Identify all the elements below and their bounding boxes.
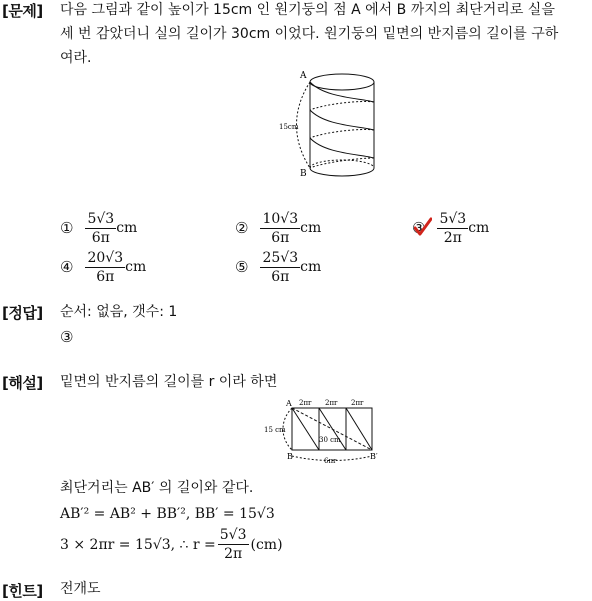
option-4-num: 20√3	[87, 249, 124, 266]
fig2-label-b-prime: B′	[370, 452, 378, 461]
problem-text	[60, 0, 590, 70]
option-5-num: 25√3	[262, 249, 299, 266]
option-2[interactable]	[235, 210, 321, 246]
fig2-label-b: B	[287, 452, 293, 461]
option-5-marker: ⑤	[235, 258, 249, 276]
option-4-den: 6π	[96, 268, 115, 285]
solution-line-3	[60, 526, 283, 563]
fig2-label-2pir-1: 2πr	[299, 399, 312, 407]
solution-r-den: 2π	[224, 546, 243, 562]
answer-tag: [정답]	[2, 304, 43, 322]
fig1-label-a: A	[300, 71, 307, 81]
solution-line-3-left: 3 × 2πr = 15√3, ∴ r =	[60, 536, 216, 553]
option-5-unit: cm	[300, 259, 322, 275]
option-1-den: 6π	[91, 229, 110, 246]
option-1-num: 5√3	[87, 210, 115, 227]
fig1-label-b: B	[300, 169, 307, 179]
solution-line-3-unit: (cm)	[250, 536, 283, 553]
option-3-marker: ③	[412, 219, 426, 237]
option-3-num: 5√3	[439, 210, 467, 227]
solution-r-num: 5√3	[219, 527, 247, 543]
option-2-marker: ②	[235, 219, 249, 237]
hint-tag: [힌트]	[2, 582, 43, 600]
option-4[interactable]	[60, 249, 146, 285]
fig2-label-a: A	[286, 399, 292, 408]
option-2-num: 10√3	[262, 210, 299, 227]
answer-meta: 순서: 없음, 갯수: 1	[60, 304, 178, 320]
problem-line-2: 세 번 감았더니 실의 길이가 30cm 이었다. 원기둥의 밑면의 반지름의 길이를 구하	[60, 26, 559, 42]
option-3[interactable]	[412, 210, 489, 246]
option-4-marker: ④	[60, 258, 74, 276]
option-3-unit: cm	[468, 220, 490, 236]
fig2-label-2pir-3: 2πr	[351, 399, 364, 407]
fig2-label-30cm: 30 cm	[319, 436, 341, 444]
option-5-den: 6π	[271, 268, 290, 285]
fig1-label-height: 15cm	[279, 123, 299, 131]
problem-tag: [문제]	[2, 2, 43, 20]
check-mark-icon	[414, 217, 432, 237]
fig2-label-2pir-2: 2πr	[325, 399, 338, 407]
net-figure	[262, 396, 382, 466]
fig2-label-6pir: 6πr	[324, 457, 337, 465]
option-3-den: 2π	[443, 229, 462, 246]
option-5[interactable]	[235, 249, 321, 285]
solution-line-1: 최단거리는 AB′ 의 길이와 같다.	[60, 480, 254, 496]
answer-value: ③	[60, 328, 74, 346]
problem-line-3: 여라.	[60, 50, 92, 66]
solution-intro: 밑면의 반지름의 길이를 r 이라 하면	[60, 374, 278, 390]
option-1-unit: cm	[116, 220, 138, 236]
problem-line-1: 다음 그림과 같이 높이가 15cm 인 원기둥의 점 A 에서 B 까지의 최단거리로 실을	[60, 2, 555, 18]
solution-tag: [해설]	[2, 374, 43, 392]
option-1-marker: ①	[60, 219, 74, 237]
option-1[interactable]	[60, 210, 137, 246]
option-2-unit: cm	[300, 220, 322, 236]
option-2-den: 6π	[271, 229, 290, 246]
hint-text: 전개도	[60, 581, 101, 597]
solution-line-2: AB′² = AB² + BB′², BB′ = 15√3	[60, 506, 275, 522]
cylinder-figure	[270, 70, 390, 182]
option-4-unit: cm	[125, 259, 147, 275]
fig2-label-15cm: 15 cm	[264, 426, 286, 434]
